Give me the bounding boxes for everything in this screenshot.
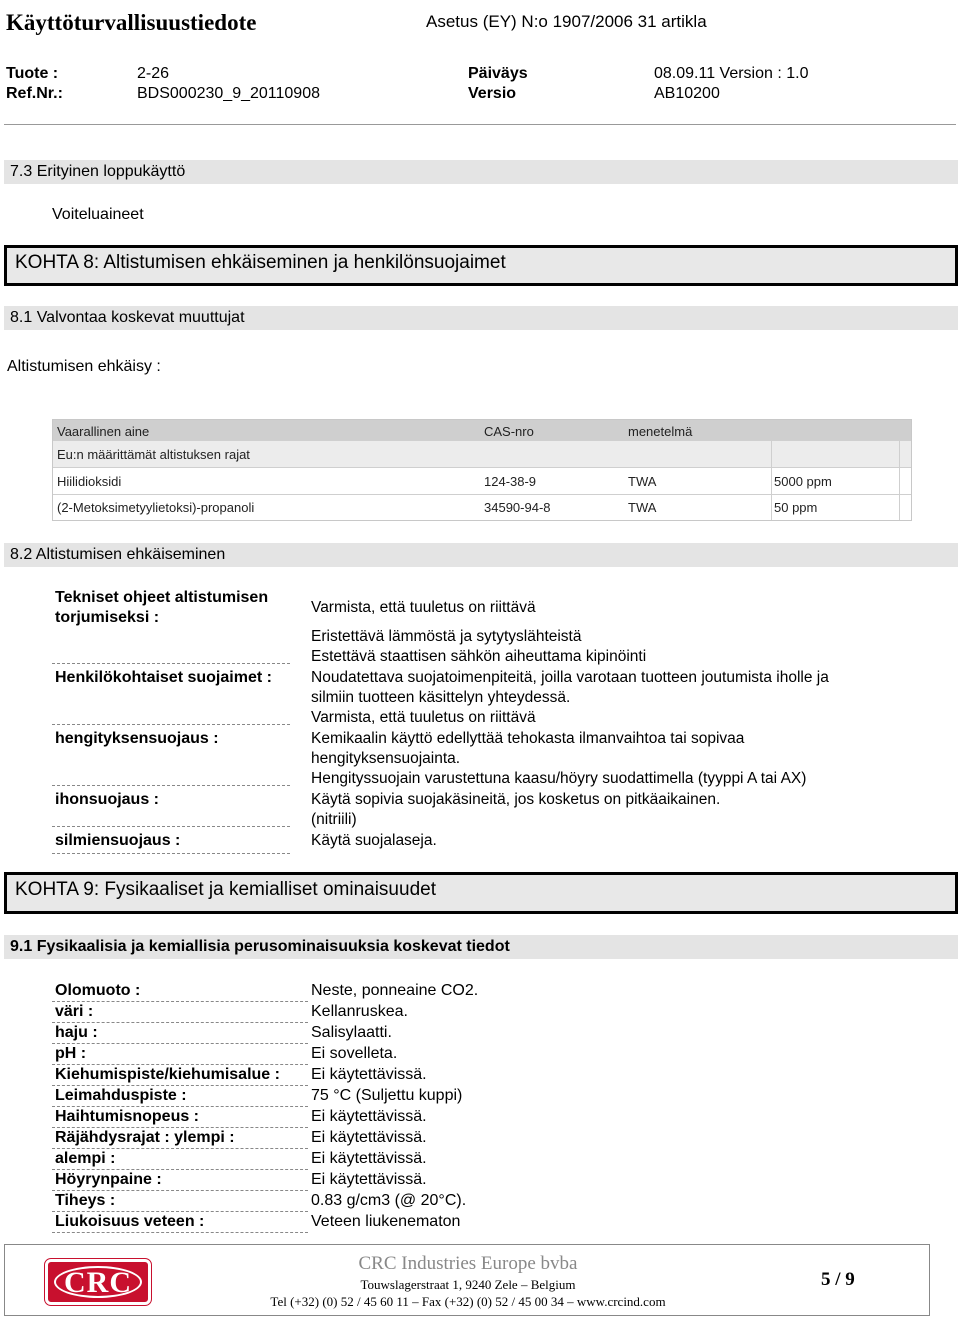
property-value: Neste, ponneaine CO2. bbox=[311, 982, 479, 999]
product-value: 2-26 bbox=[137, 65, 170, 82]
version-value: AB10200 bbox=[654, 85, 720, 102]
document-title: Käyttöturvallisuustiedote bbox=[6, 10, 257, 35]
date-value: 08.09.11 Version : 1.0 bbox=[654, 65, 809, 82]
property-value: Ei sovelleta. bbox=[311, 1045, 398, 1062]
property-label: alempi : bbox=[55, 1150, 116, 1167]
eye-protection-text: Käytä suojalaseja. bbox=[311, 832, 437, 849]
table-cell-method: TWA bbox=[628, 474, 657, 489]
table-cell-method: TWA bbox=[628, 500, 657, 515]
table-cell-value: 5000 ppm bbox=[774, 474, 832, 489]
table-header-cas: CAS-nro bbox=[484, 424, 534, 439]
respiratory-text-line2: hengityksensuojainta. bbox=[311, 750, 461, 767]
version-label: Versio bbox=[468, 85, 517, 102]
property-label: Kiehumispiste/kiehumisalue : bbox=[55, 1066, 280, 1083]
exposure-control-label: Altistumisen ehkäisy : bbox=[7, 358, 161, 375]
skin-protection-label: ihonsuojaus : bbox=[55, 791, 159, 808]
subsection-7-3-heading: 7.3 Erityinen loppukäyttö bbox=[4, 160, 958, 184]
property-label: Haihtumisnopeus : bbox=[55, 1108, 200, 1125]
property-label: haju : bbox=[55, 1024, 98, 1041]
technical-controls-label-line1: Tekniset ohjeet altistumisen bbox=[55, 589, 269, 606]
property-value: 0.83 g/cm3 (@ 20°C). bbox=[311, 1192, 467, 1209]
page-footer bbox=[4, 1244, 930, 1316]
property-value: Kellanruskea. bbox=[311, 1003, 408, 1020]
heat-source-text: Eristettävä lämmöstä ja sytytyslähteistä bbox=[311, 628, 582, 645]
property-value: Ei käytettävissä. bbox=[311, 1171, 427, 1188]
property-value: Veteen liukenematon bbox=[311, 1213, 461, 1230]
personal-protection-text-line2: silmiin tuotteen käsittelyn yhteydessä. bbox=[311, 689, 571, 706]
property-value: Ei käytettävissä. bbox=[311, 1150, 427, 1167]
table-header-substance: Vaarallinen aine bbox=[57, 424, 150, 439]
page-number: 5 / 9 bbox=[821, 1269, 855, 1290]
property-label: Räjähdysrajat : ylempi : bbox=[55, 1129, 235, 1146]
subsection-9-1-heading: 9.1 Fysikaalisia ja kemiallisia perusominaisuuksia koskevat tiedot bbox=[4, 935, 958, 959]
personal-protection-text-line3: Varmista, että tuuletus on riittävä bbox=[311, 709, 536, 726]
property-label: Höyrynpaine : bbox=[55, 1171, 162, 1188]
static-discharge-text: Estettävä staattisen sähkön aiheuttama kipinöinti bbox=[311, 648, 647, 665]
section-8-heading: KOHTA 8: Altistumisen ehkäiseminen ja henkilönsuojaimet bbox=[4, 245, 958, 286]
company-address: Touwslagerstraat 1, 9240 Zele – Belgium bbox=[360, 1277, 576, 1292]
skin-protection-text-line1: Käytä sopivia suojakäsineitä, jos kosketus on pitkäaikainen. bbox=[311, 791, 721, 808]
table-cell-substance: (2-Metoksimetyylietoksi)-propanoli bbox=[57, 500, 255, 515]
technical-controls-text: Varmista, että tuuletus on riittävä bbox=[311, 599, 536, 616]
label-divider bbox=[52, 826, 290, 827]
property-label: Olomuoto : bbox=[55, 982, 141, 999]
ref-label: Ref.Nr.: bbox=[6, 85, 63, 102]
property-value: 75 °C (Suljettu kuppi) bbox=[311, 1087, 463, 1104]
label-divider bbox=[52, 853, 290, 854]
property-label: pH : bbox=[55, 1045, 87, 1062]
personal-protection-label: Henkilökohtaiset suojaimet : bbox=[55, 669, 272, 686]
crc-logo-text: CRC bbox=[64, 1266, 132, 1299]
table-group-label: Eu:n määrittämät altistuksen rajat bbox=[57, 447, 250, 462]
respiratory-text-line3: Hengityssuojain varustettuna kaasu/höyry suodattimella (tyyppi A tai AX) bbox=[311, 770, 807, 787]
property-value: Salisylaatti. bbox=[311, 1024, 392, 1041]
table-cell-substance: Hiilidioksidi bbox=[57, 474, 122, 489]
label-divider bbox=[52, 663, 290, 664]
table-header-method: menetelmä bbox=[628, 424, 693, 439]
property-label: Leimahduspiste : bbox=[55, 1087, 187, 1104]
end-use-text: Voiteluaineet bbox=[52, 206, 144, 223]
label-divider bbox=[52, 785, 290, 786]
header-divider bbox=[4, 124, 956, 125]
property-value: Ei käytettävissä. bbox=[311, 1108, 427, 1125]
technical-controls-label-line2: torjumiseksi : bbox=[55, 609, 160, 626]
property-value: Ei käytettävissä. bbox=[311, 1066, 427, 1083]
company-name: CRC Industries Europe bvba bbox=[358, 1253, 578, 1274]
property-value: Ei käytettävissä. bbox=[311, 1129, 427, 1146]
ref-value: BDS000230_9_20110908 bbox=[137, 85, 320, 102]
respiratory-protection-label: hengityksensuojaus : bbox=[55, 730, 219, 747]
exposure-limits-table bbox=[52, 419, 912, 521]
regulation-reference: Asetus (EY) N:o 1907/2006 31 artikla bbox=[426, 12, 707, 31]
table-header-row bbox=[53, 420, 911, 441]
property-label: Tiheys : bbox=[55, 1192, 116, 1209]
section-9-heading: KOHTA 9: Fysikaaliset ja kemialliset ominaisuudet bbox=[4, 872, 958, 914]
table-cell-value: 50 ppm bbox=[774, 500, 818, 515]
eye-protection-label: silmiensuojaus : bbox=[55, 832, 181, 849]
property-label: Liukoisuus veteen : bbox=[55, 1213, 205, 1230]
company-contact: Tel (+32) (0) 52 / 45 60 11 – Fax (+32) (0) 52 / 45 00 34 – www.crcind.com bbox=[270, 1294, 666, 1309]
date-label: Päiväys bbox=[468, 65, 528, 82]
personal-protection-text-line1: Noudatettava suojatoimenpiteitä, joilla varotaan tuotteen joutumista iholle ja bbox=[311, 669, 829, 686]
property-label: väri : bbox=[55, 1003, 94, 1020]
table-cell-cas: 34590-94-8 bbox=[484, 500, 551, 515]
product-label: Tuote : bbox=[6, 65, 59, 82]
respiratory-text-line1: Kemikaalin käyttö edellyttää tehokasta ilmanvaihtoa tai sopivaa bbox=[311, 730, 745, 747]
label-divider bbox=[52, 724, 290, 725]
subsection-8-2-heading: 8.2 Altistumisen ehkäiseminen bbox=[4, 543, 958, 567]
skin-protection-text-line2: (nitriili) bbox=[311, 811, 357, 828]
table-cell-cas: 124-38-9 bbox=[484, 474, 537, 489]
subsection-8-1-heading: 8.1 Valvontaa koskevat muuttujat bbox=[4, 306, 958, 330]
